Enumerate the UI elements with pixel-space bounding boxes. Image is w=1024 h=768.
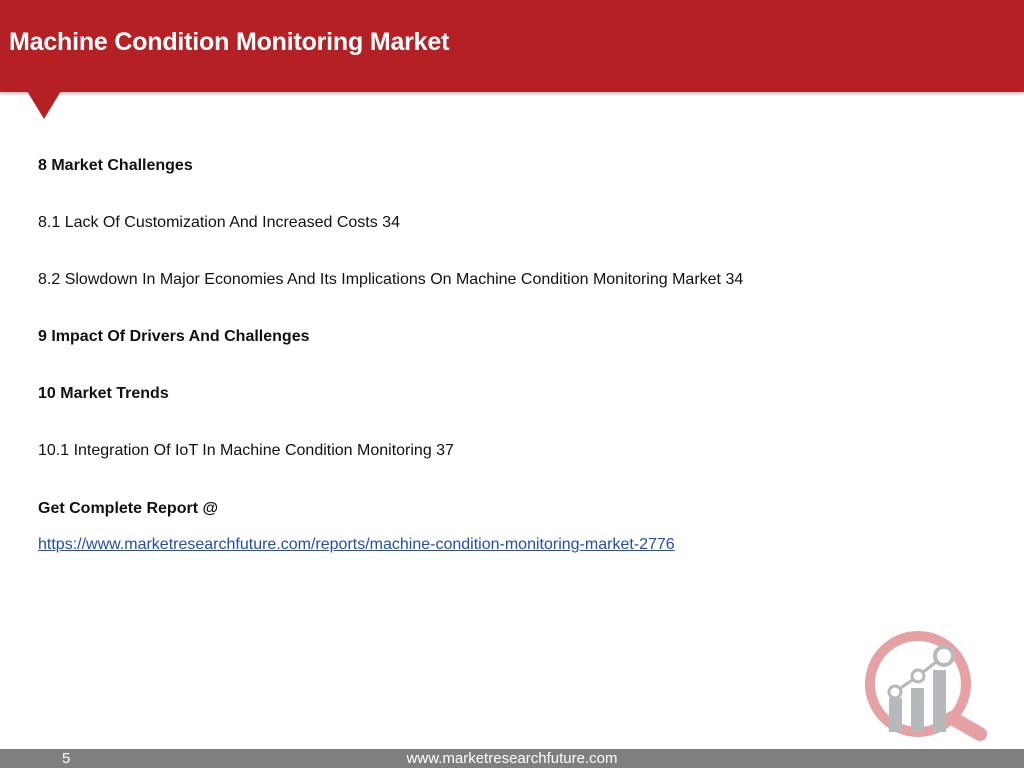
section-heading-drivers-challenges: 9 Impact Of Drivers And Challenges bbox=[38, 328, 310, 345]
report-link[interactable]: https://www.marketresearchfuture.com/reports/machine-condition-monitoring-market-2776 bbox=[38, 536, 675, 553]
slide-header bbox=[0, 0, 1024, 92]
cta-label: Get Complete Report @ bbox=[38, 500, 219, 517]
toc-item-economic-slowdown: 8.2 Slowdown In Major Economies And Its Implications On Machine Condition Monitoring Market 34 bbox=[38, 271, 744, 288]
section-heading-market-trends: 10 Market Trends bbox=[38, 385, 169, 402]
slide-title: Machine Condition Monitoring Market bbox=[9, 28, 450, 56]
toc-item-iot-integration: 10.1 Integration Of IoT In Machine Condition Monitoring 37 bbox=[38, 442, 454, 459]
toc-item-customization-costs: 8.1 Lack Of Customization And Increased Costs 34 bbox=[38, 214, 400, 231]
page-number: 5 bbox=[62, 750, 71, 767]
section-heading-market-challenges: 8 Market Challenges bbox=[38, 157, 193, 174]
magnifier-chart-logo bbox=[860, 630, 992, 742]
footer-website: www.marketresearchfuture.com bbox=[406, 750, 618, 767]
header-pointer bbox=[27, 91, 61, 119]
slide-footer bbox=[0, 749, 1024, 768]
